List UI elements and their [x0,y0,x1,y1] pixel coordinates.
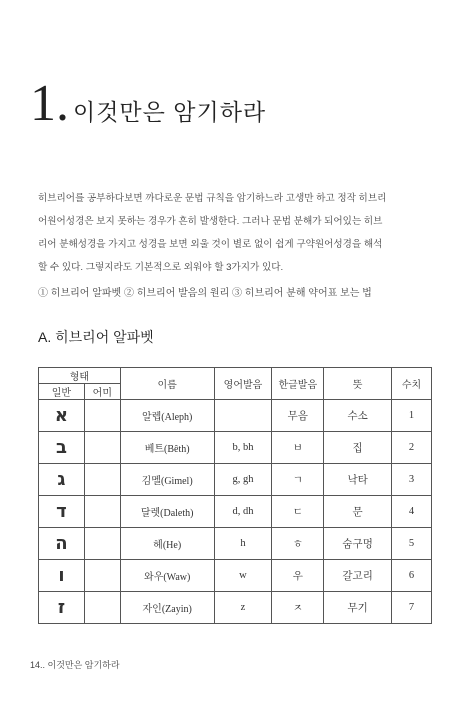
chapter-title-text: 이것만은 암기하라 [73,99,267,125]
paragraph-line: 어원어성경은 보지 못하는 경우가 흔히 발생한다. 그러나 문법 분해가 되어있는 히브 [38,216,383,227]
final-form [84,400,120,432]
hebrew-letter: ז [39,592,85,624]
final-form [84,592,120,624]
english-sound: w [214,560,272,592]
header-english: 영어발음 [214,368,272,400]
final-form [84,528,120,560]
korean-sound: 무음 [272,400,324,432]
english-sound: d, dh [214,496,272,528]
meaning: 집 [324,432,392,464]
paragraph-line: 할 수 있다. 그렇지라도 기본적으로 외워야 할 3가지가 있다. [38,262,284,273]
summary-list: ① 히브리어 알파벳 ② 히브리어 발음의 원리 ③ 히브리어 분해 약어표 보는 법 [38,288,372,299]
paragraph-line: 히브리어를 공부하다보면 까다로운 문법 규칙을 암기하느라 고생만 하고 정작 히브리 [38,193,387,204]
hebrew-letter: ו [39,560,85,592]
korean-sound: ㄷ [272,496,324,528]
paragraph-line: 리어 분해성경을 가지고 성경을 보면 외울 것이 별로 없이 쉽게 구약원어성경을 해석 [38,239,383,250]
meaning: 갈고리 [324,560,392,592]
english-sound [214,400,272,432]
header-number: 수치 [392,368,432,400]
english-sound: z [214,592,272,624]
table-row [39,400,432,432]
table-row [39,528,432,560]
numeric-value: 5 [392,528,432,560]
letter-name: 알렙(Aleph) [120,400,214,432]
numeric-value: 1 [392,400,432,432]
intro-paragraph [38,187,436,279]
letter-name: 자인(Zayin) [120,592,214,624]
final-form [84,464,120,496]
alphabet-table [38,367,432,624]
hebrew-letter: ד [39,496,85,528]
korean-sound: ㅂ [272,432,324,464]
korean-sound: 우 [272,560,324,592]
section-heading: A. 히브리어 알파벳 [38,329,154,345]
chapter-number: 1. [30,75,69,132]
header-meaning: 뜻 [324,368,392,400]
english-sound: g, gh [214,464,272,496]
final-form [84,432,120,464]
numeric-value: 7 [392,592,432,624]
page-footer: 14.. 이것만은 암기하라 [30,660,120,670]
table-row [39,560,432,592]
english-sound: b, bh [214,432,272,464]
meaning: 문 [324,496,392,528]
header-name: 이름 [120,368,214,400]
letter-name: 베트(Bêth) [120,432,214,464]
korean-sound: ㅈ [272,592,324,624]
table-row [39,496,432,528]
letter-name: 헤(He) [120,528,214,560]
letter-name: 김멜(Gimel) [120,464,214,496]
letter-name: 와우(Waw) [120,560,214,592]
korean-sound: ㅎ [272,528,324,560]
numeric-value: 3 [392,464,432,496]
numeric-value: 2 [392,432,432,464]
numeric-value: 6 [392,560,432,592]
chapter-title [30,75,267,132]
hebrew-letter: ב [39,432,85,464]
meaning: 무기 [324,592,392,624]
table-row [39,432,432,464]
table-row [39,464,432,496]
table-row [39,592,432,624]
meaning: 숨구멍 [324,528,392,560]
meaning: 낙타 [324,464,392,496]
header-final: 어미 [84,384,120,400]
header-general: 일반 [39,384,85,400]
hebrew-letter: ה [39,528,85,560]
final-form [84,560,120,592]
numeric-value: 4 [392,496,432,528]
header-form: 형태 [39,368,121,384]
meaning: 수소 [324,400,392,432]
header-korean: 한글발음 [272,368,324,400]
korean-sound: ㄱ [272,464,324,496]
final-form [84,496,120,528]
hebrew-letter: ג [39,464,85,496]
letter-name: 달렛(Daleth) [120,496,214,528]
hebrew-letter: א [39,400,85,432]
english-sound: h [214,528,272,560]
